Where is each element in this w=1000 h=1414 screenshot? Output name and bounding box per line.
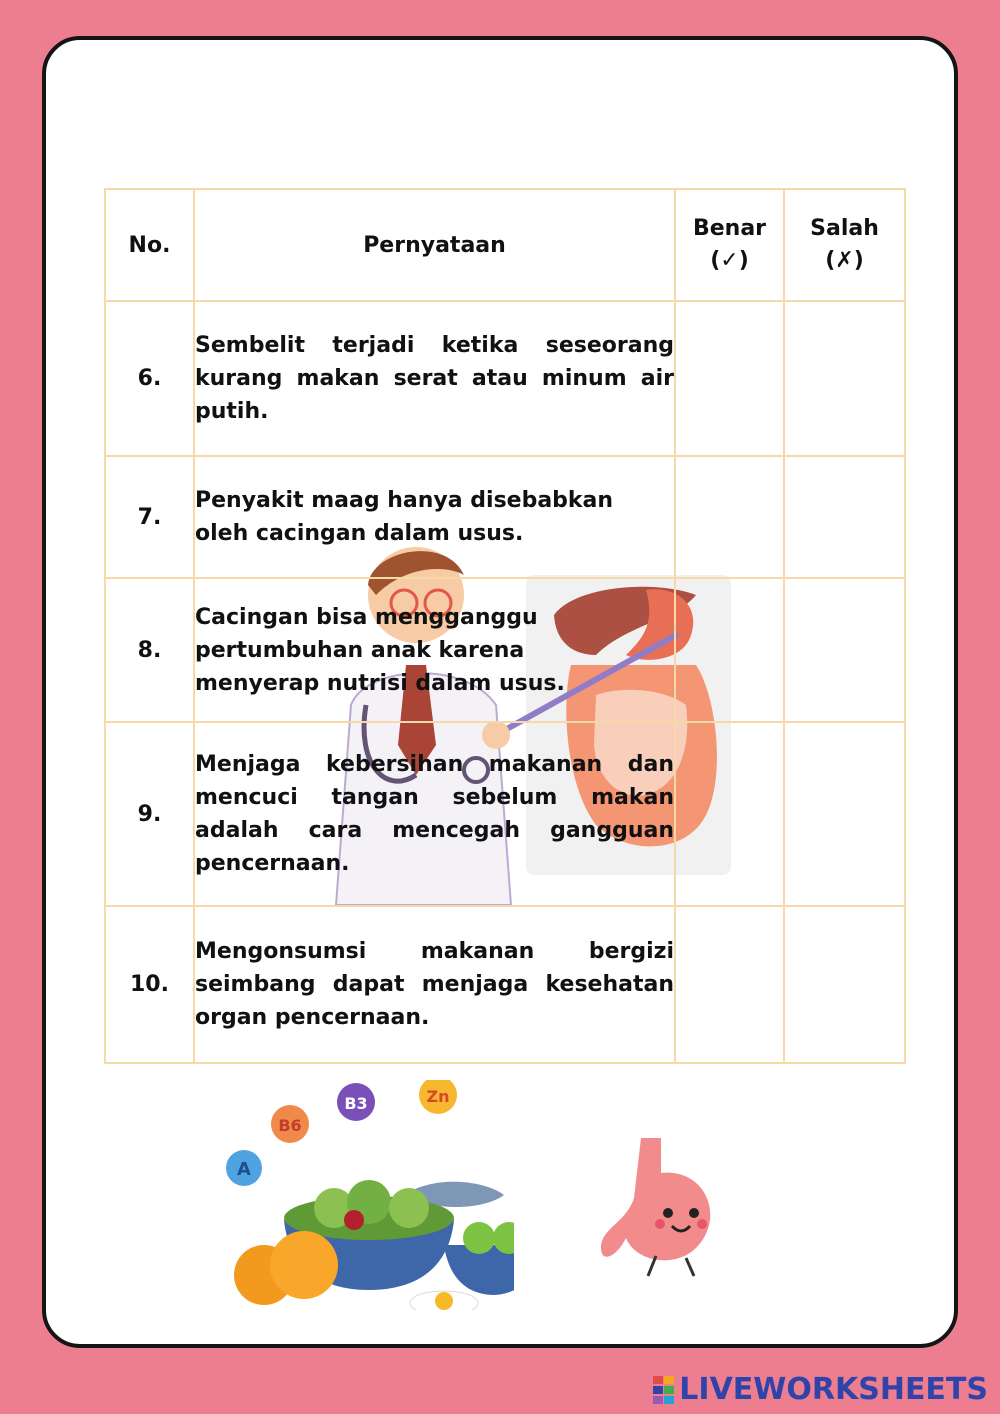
healthy-food-illustration (214, 1080, 514, 1310)
table-row (105, 301, 905, 456)
answer-true-box[interactable] (675, 578, 784, 722)
statement-cell (194, 578, 675, 722)
cross-mark-icon: (✗) (825, 248, 864, 273)
worksheet-page (42, 36, 958, 1348)
statement-text: Cacingan bisa mengganggu pertumbuhan anak karena menyerap nutrisi dalam usus. (195, 604, 565, 696)
check-mark-icon: (✓) (710, 248, 749, 273)
answer-true-box[interactable] (675, 722, 784, 906)
liveworksheets-icon (653, 1376, 675, 1404)
answer-false-box[interactable] (784, 722, 905, 906)
row-number: 8. (105, 578, 194, 722)
statement-text: Sembelit terjadi ketika seseorang kurang makan serat atau minum air putih. (195, 333, 674, 424)
statement-cell (194, 456, 675, 578)
stomach-character-icon (586, 1128, 736, 1278)
vitamin-label: A (237, 1159, 251, 1180)
header-false-label: Salah (810, 216, 879, 241)
row-number: 10. (105, 906, 194, 1063)
answer-true-box[interactable] (675, 456, 784, 578)
vitamin-label: B3 (344, 1094, 368, 1113)
true-false-table (104, 188, 906, 1064)
vitamin-label: Zn (426, 1087, 450, 1106)
answer-true-box[interactable] (675, 906, 784, 1063)
table-row (105, 722, 905, 906)
answer-true-box[interactable] (675, 301, 784, 456)
statement-text: Menjaga kebersihan makanan dan mencuci tangan sebelum makan adalah cara mencegah gangguan pencernaan. (195, 752, 674, 876)
answer-false-box[interactable] (784, 906, 905, 1063)
answer-false-box[interactable] (784, 456, 905, 578)
header-false (784, 189, 905, 301)
row-number: 7. (105, 456, 194, 578)
statement-text: Penyakit maag hanya disebabkan oleh cacingan dalam usus. (195, 488, 614, 546)
vitamin-label: B6 (278, 1116, 302, 1135)
header-true-label: Benar (692, 216, 767, 241)
header-statement: Pernyataan (194, 189, 675, 301)
statement-cell (194, 301, 675, 456)
vitamin-b3-icon (337, 1083, 375, 1121)
table-row (105, 578, 905, 722)
answer-false-box[interactable] (784, 578, 905, 722)
table-header-row (105, 189, 905, 301)
table-row (105, 456, 905, 578)
vitamin-zn-icon (419, 1080, 457, 1114)
header-true (675, 189, 784, 301)
answer-false-box[interactable] (784, 301, 905, 456)
statement-cell (194, 906, 675, 1063)
row-number: 6. (105, 301, 194, 456)
table-row (105, 906, 905, 1063)
vitamin-b6-icon (271, 1105, 309, 1143)
vitamin-a-icon (226, 1150, 262, 1186)
liveworksheets-logo[interactable] (653, 1372, 988, 1407)
header-no: No. (105, 189, 194, 301)
row-number: 9. (105, 722, 194, 906)
brand-name: LIVEWORKSHEETS (679, 1372, 988, 1407)
statement-text: Mengonsumsi makanan bergizi seimbang dapat menjaga kesehatan organ pencernaan. (195, 939, 674, 1030)
statement-cell (194, 722, 675, 906)
